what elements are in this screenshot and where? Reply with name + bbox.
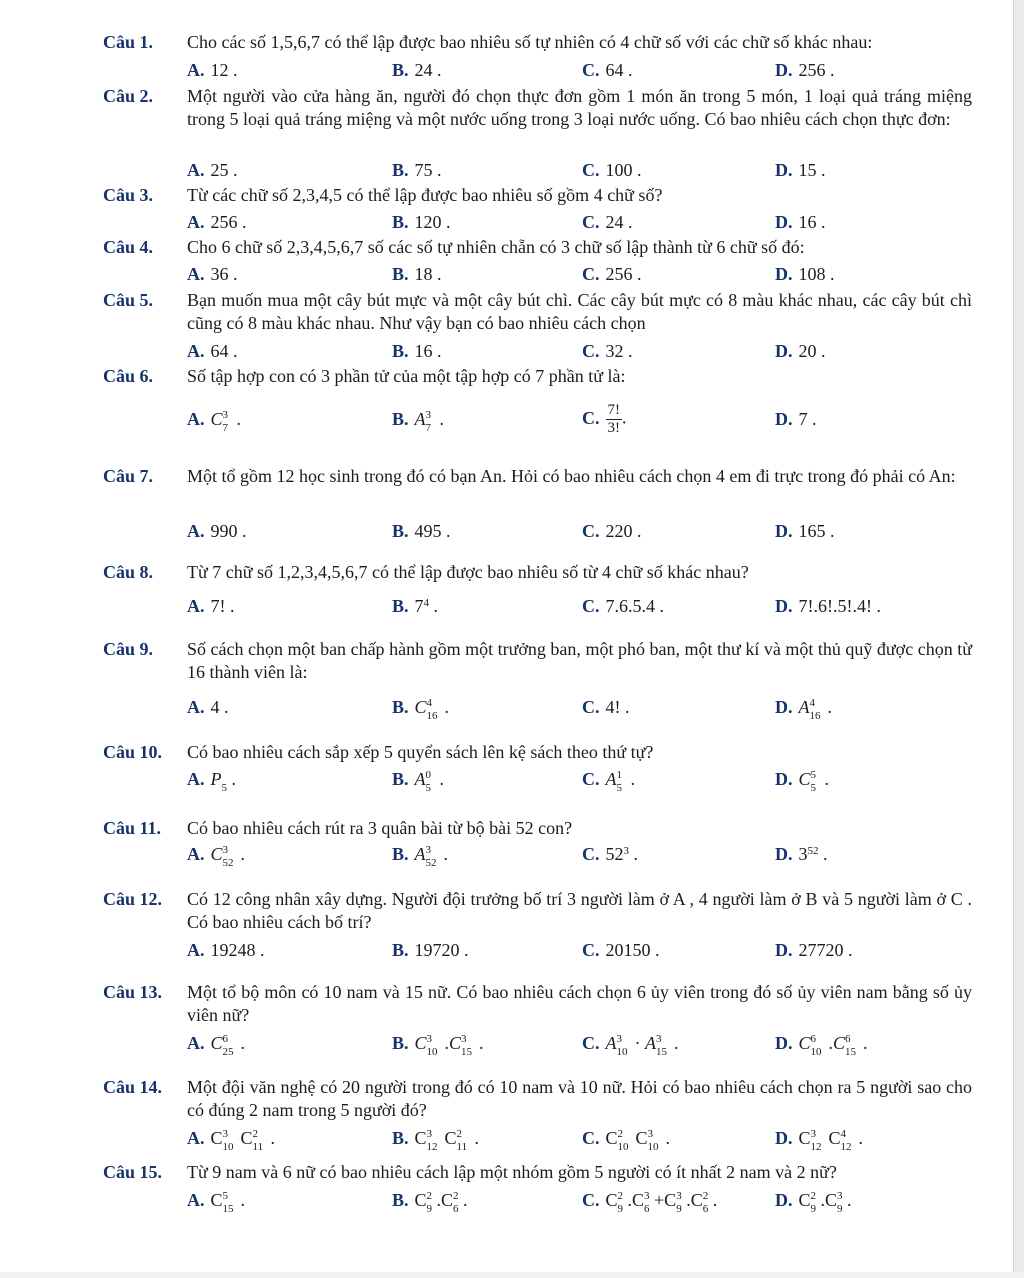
- question-label: Câu 11.: [103, 818, 162, 838]
- option-a[interactable]: A. 64 .: [187, 341, 238, 361]
- option-d[interactable]: D. C 3 12 C 4 12 .: [775, 1127, 864, 1153]
- question-text: Có 12 công nhân xây dựng. Người đội trưởng bố trí 3 người làm ở A , 4 người làm ở B và 5 người làm ở C . Có bao nhiêu cách bố trí?: [187, 889, 972, 932]
- option-a[interactable]: A. 19248 .: [187, 940, 265, 960]
- option-a[interactable]: A. C 5 15 .: [187, 1189, 246, 1215]
- options-15: [0, 1189, 1024, 1215]
- option-a[interactable]: A. P 5 .: [187, 769, 236, 794]
- option-a[interactable]: A. 36 .: [187, 264, 238, 284]
- option-c[interactable]: C. C 2 9 .C 3 6 +C 3 9 .C 2 6 .: [582, 1189, 718, 1215]
- option-d[interactable]: D. 165 .: [775, 521, 835, 541]
- option-d[interactable]: D. C 6 10 .C 6 15 .: [775, 1032, 868, 1058]
- photo-frame-bottom: [0, 1272, 1024, 1278]
- options-3: [0, 211, 1024, 237]
- option-c[interactable]: C. 256 .: [582, 264, 642, 284]
- option-a[interactable]: A. 25 .: [187, 160, 238, 180]
- option-d[interactable]: D. $3^{52}$ .: [775, 844, 828, 864]
- option-b[interactable]: B. A 0 5 .: [392, 768, 445, 794]
- option-c[interactable]: C. $52^3$ .: [582, 844, 638, 864]
- option-b[interactable]: B. 24 .: [392, 60, 442, 80]
- question-text: Cho các số 1,5,6,7 có thể lập được bao nhiêu số tự nhiên có 4 chữ số với các chữ số khác nhau:: [187, 32, 873, 52]
- question-text: Từ 7 chữ số 1,2,3,4,5,6,7 có thể lập được bao nhiêu số từ 4 chữ số khác nhau?: [187, 562, 749, 582]
- option-c[interactable]: C. 220 .: [582, 521, 642, 541]
- options-11: [0, 843, 1024, 869]
- option-b[interactable]: B. C 4 16 .: [392, 696, 450, 722]
- options-2: [0, 159, 1024, 185]
- question-label: Câu 10.: [103, 742, 163, 762]
- option-c[interactable]: C. 7.6.5.4 .: [582, 596, 664, 616]
- question-label: Câu 1.: [103, 32, 154, 52]
- option-b[interactable]: B. 495 .: [392, 521, 451, 541]
- question-text: Một người vào cửa hàng ăn, người đó chọn thực đơn gồm 1 món ăn trong 5 món, 1 loại quả tráng miệng trong 5 loại quả tráng miệng và một nước uống trong 3 loại nước uống. Có bao nhiêu cách chọn thực đơn:: [187, 86, 972, 129]
- question-label: Câu 15.: [103, 1162, 163, 1182]
- option-b[interactable]: B. 75 .: [392, 160, 442, 180]
- option-a[interactable]: A. 7! .: [187, 596, 235, 616]
- options-9: [0, 696, 1024, 722]
- options-6: [0, 402, 1024, 436]
- option-a[interactable]: A. 4 .: [187, 697, 229, 717]
- option-a[interactable]: A. 256 .: [187, 212, 247, 232]
- option-d[interactable]: D. 27720 .: [775, 940, 853, 960]
- option-d[interactable]: D. 7!.6!.5!.4! .: [775, 596, 881, 616]
- question-label: Câu 9.: [103, 639, 154, 659]
- question-label: Câu 13.: [103, 982, 163, 1002]
- question-label: Câu 3.: [103, 185, 154, 205]
- option-c[interactable]: C. 32 .: [582, 341, 633, 361]
- options-5: [0, 340, 1024, 366]
- option-a[interactable]: A. C 6 25 .: [187, 1032, 246, 1058]
- question-text: Từ 9 nam và 6 nữ có bao nhiêu cách lập một nhóm gồm 5 người có ít nhất 2 nam và 2 nữ?: [187, 1162, 837, 1182]
- option-c[interactable]: C. $\frac{7!}{3!}$ .: [582, 402, 627, 436]
- option-d[interactable]: D. 16 .: [775, 212, 826, 232]
- options-12: [0, 939, 1024, 965]
- option-c[interactable]: C. 24 .: [582, 212, 633, 232]
- question-text: Số tập hợp con có 3 phần tử của một tập hợp có 7 phần tử là:: [187, 366, 626, 386]
- question-text: Bạn muốn mua một cây bút mực và một cây bút chì. Các cây bút mực có 8 màu khác nhau, các cây bút chì cũng có 8 màu khác nhau. Như vậy bạn có bao nhiêu cách chọn: [187, 290, 972, 333]
- question-text: Cho 6 chữ số 2,3,4,5,6,7 số các số tự nhiên chẵn có 3 chữ số lập thành từ 6 chữ số đó:: [187, 237, 805, 257]
- option-a[interactable]: A. C 3 52 .: [187, 843, 246, 869]
- option-b[interactable]: B. 18 .: [392, 264, 442, 284]
- question-label: Câu 2.: [103, 86, 154, 106]
- question-label: Câu 14.: [103, 1077, 163, 1097]
- question-text: Một tổ gồm 12 học sinh trong đó có bạn An. Hỏi có bao nhiêu cách chọn 4 em đi trực trong đó phải có An:: [187, 466, 956, 486]
- options-10: [0, 768, 1024, 794]
- question-text: Có bao nhiêu cách sắp xếp 5 quyển sách lên kệ sách theo thứ tự?: [187, 742, 654, 762]
- option-b[interactable]: B. $7^4$ .: [392, 596, 439, 616]
- question-text: Một đội văn nghệ có 20 người trong đó có 10 nam và 10 nữ. Hỏi có bao nhiêu cách chọn ra 5 người sao cho có đúng 2 nam trong 5 người đó?: [187, 1077, 972, 1120]
- option-c[interactable]: C. 4! .: [582, 697, 630, 717]
- photo-frame-edge: [1013, 0, 1024, 1278]
- option-d[interactable]: D. C 5 5 .: [775, 768, 830, 794]
- question-text: Số cách chọn một ban chấp hành gồm một trưởng ban, một phó ban, một thư kí và một thủ quỹ được chọn từ 16 thành viên là:: [187, 639, 972, 682]
- question-text: Một tổ bộ môn có 10 nam và 15 nữ. Có bao nhiêu cách chọn 6 ủy viên trong đó số ủy viên nam bằng số ủy viên nữ?: [187, 982, 972, 1025]
- options-4: [0, 263, 1024, 289]
- question-label: Câu 12.: [103, 889, 163, 909]
- option-b[interactable]: B. C 3 10 .C 3 15 .: [392, 1032, 484, 1058]
- option-b[interactable]: B. A 3 52 .: [392, 843, 449, 869]
- option-d[interactable]: D. 7 .: [775, 409, 817, 429]
- option-b[interactable]: B. C 2 9 .C 2 6 .: [392, 1189, 468, 1215]
- option-c[interactable]: C. 100 .: [582, 160, 642, 180]
- option-b[interactable]: B. C 3 12 C 2 11 .: [392, 1127, 480, 1153]
- option-d[interactable]: D. A 4 16 .: [775, 696, 832, 722]
- option-a[interactable]: A. 12 .: [187, 60, 238, 80]
- question-label: Câu 4.: [103, 237, 154, 257]
- option-a[interactable]: A. C 3 7 .: [187, 408, 242, 434]
- option-d[interactable]: D. C 2 9 .C 3 9 .: [775, 1189, 852, 1215]
- option-d[interactable]: D. 20 .: [775, 341, 826, 361]
- options-13: [0, 1032, 1024, 1058]
- option-c[interactable]: C. A 3 10 · A 3 15 .: [582, 1032, 679, 1058]
- options-8: [0, 595, 1024, 621]
- option-d[interactable]: D. 256 .: [775, 60, 835, 80]
- option-c[interactable]: C. 20150 .: [582, 940, 660, 960]
- question-label: Câu 8.: [103, 562, 154, 582]
- question-label: Câu 7.: [103, 466, 154, 486]
- option-d[interactable]: D. 15 .: [775, 160, 826, 180]
- option-a[interactable]: A. 990 .: [187, 521, 247, 541]
- question-text: Có bao nhiêu cách rút ra 3 quân bài từ bộ bài 52 con?: [187, 818, 573, 838]
- options-1: [0, 59, 1024, 85]
- option-c[interactable]: C. C 2 10 C 3 10 .: [582, 1127, 671, 1153]
- options-7: [0, 520, 1024, 546]
- option-d[interactable]: D. 108 .: [775, 264, 835, 284]
- option-b[interactable]: B. A 3 7 .: [392, 408, 445, 434]
- option-c[interactable]: C. 64 .: [582, 60, 633, 80]
- option-b[interactable]: B. 120 .: [392, 212, 451, 232]
- question-label: Câu 5.: [103, 290, 154, 310]
- question-text: Từ các chữ số 2,3,4,5 có thể lập được bao nhiêu số gồm 4 chữ số?: [187, 185, 663, 205]
- options-14: [0, 1127, 1024, 1153]
- option-a[interactable]: A. C 3 10 C 2 11 .: [187, 1127, 276, 1153]
- option-b[interactable]: B. 16 .: [392, 341, 442, 361]
- option-c[interactable]: C. A 1 5 .: [582, 768, 635, 794]
- option-b[interactable]: B. 19720 .: [392, 940, 469, 960]
- question-label: Câu 6.: [103, 366, 154, 386]
